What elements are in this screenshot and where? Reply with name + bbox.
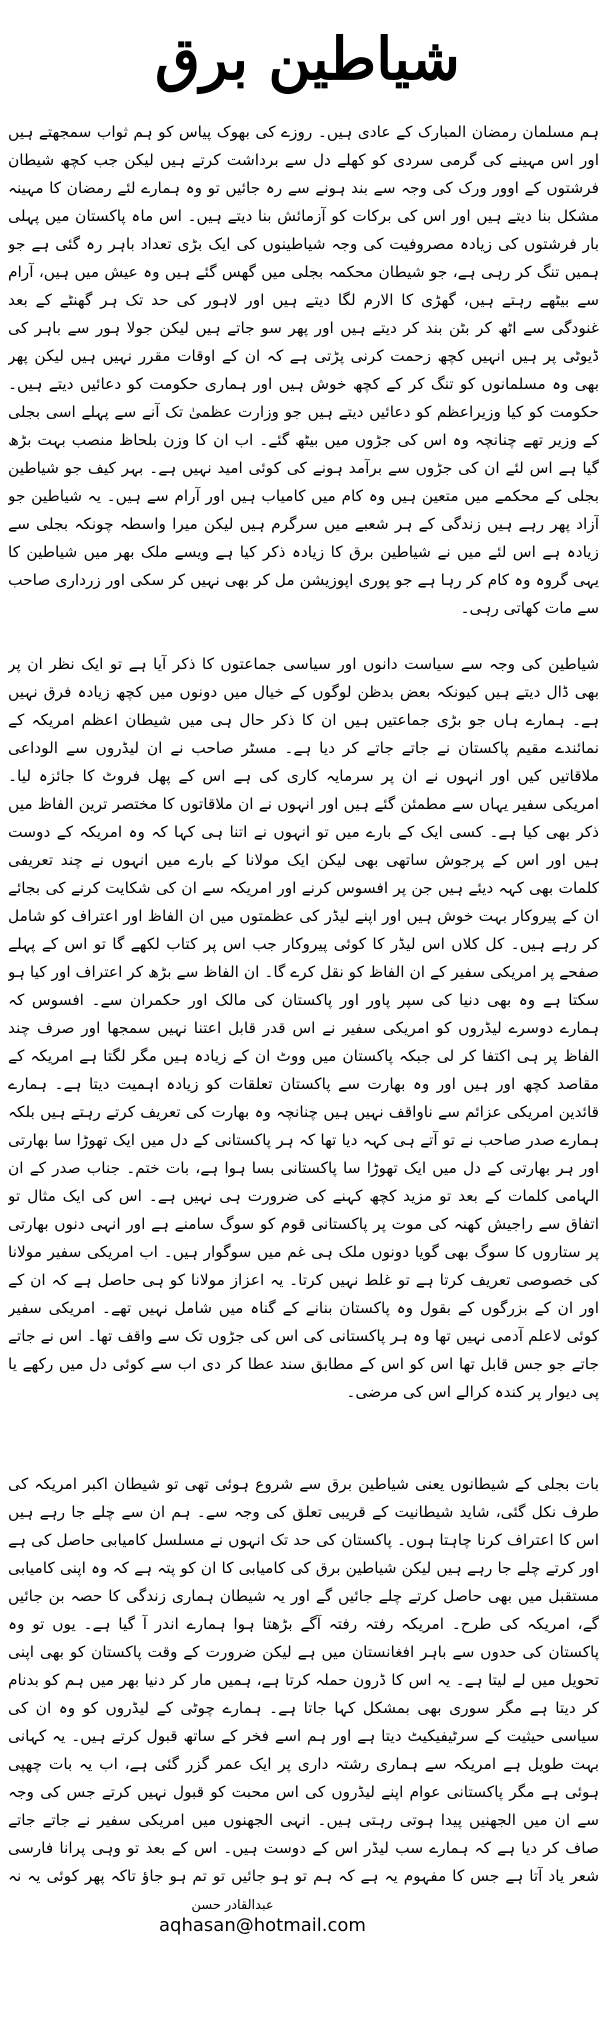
article-body xyxy=(8,118,599,1888)
author-name: عبدالقادر حسن xyxy=(191,1898,274,1913)
author-email: aqhasan@hotmail.com xyxy=(159,1915,366,1936)
paragraph-1: ہم مسلمان رمضان المبارک کے عادی ہیں۔ روزے کی بھوک پیاس کو ہم ثواب سمجھتے ہیں اور اس مہینے کی گرمی سردی کو کھلے دل سے برداشت کرتے ہیں لیکن جب کچھ شیطان فرشتوں کے اوور ورک کی وجہ سے بند ہونے سے رہ جائیں تو وہ ہمارے لئے رمضان کا مہینہ مشکل بنا دیتے ہیں اور اس کی برکات کو آزمائش بنا دیتے ہیں۔ اس ماہ پاکستان میں پہلی بار فرشتوں کی زیادہ مصروفیت کی وجہ شیاطینوں کی ایک بڑی تعداد باہر رہ گئی ہے جو ہمیں تنگ کر رہی ہے، جو شیطان محکمہ بجلی میں گھس گئے ہیں وہ عیش میں ہیں، آرام سے بیٹھے رہتے ہیں، گھڑی کا الارم لگا دیتے ہیں اور لاہور کی حد تک ہر گھنٹے کے بعد غنودگی سے اٹھ کر بٹن بند کر دیتے ہیں اور پھر سو جاتے ہیں لیکن جولا ہور سے باہر کی ڈیوٹی پر ہیں انہیں کچھ زحمت کرنی پڑتی ہے کہ ان کے اوقات مقرر نہیں ہیں لیکن پھر بھی وہ مسلمانوں کو تنگ کر کے کچھ خوش ہیں اور ہماری حکومت کو دعائیں دیتے ہیں۔ حکومت کو کیا وزیراعظم کو دعائیں دیتے ہیں جو وزارت عظمیٰ تک آنے سے پہلے اسی بجلی کے وزیر تھے چنانچہ وہ اس کی جڑوں میں بیٹھ گئے۔ اب ان کا وزن بلحاظ منصب بہت بڑھ گیا ہے اس لئے ان کی جڑوں سے برآمد ہونے کی کوئی امید نہیں ہے۔ بہر کیف جو شیاطین بجلی کے محکمے میں متعین ہیں وہ کام میں کامیاب ہیں اور آرام سے ہیں۔ یہ شیاطین جو آزاد پھر رہے ہیں زندگی کے ہر شعبے میں سرگرم ہیں لیکن میرا واسطہ چونکہ بجلی سے زیادہ ہے اس لئے میں نے شیاطین برق کا زیادہ ذکر کیا ہے ویسے ملک بھر میں شیاطین کا یہی گروہ وہ کام کر رہا ہے جو پوری اپوزیشن مل کر بھی نہیں کر سکی اور زرداری صاحب سے مات کھاتی رہی۔ xyxy=(8,123,599,617)
paragraph-2: شیاطین کی وجہ سے سیاست دانوں اور سیاسی جماعتوں کا ذکر آیا ہے تو ایک نظر ان پر بھی ڈال دیتے ہیں کیونکہ بعض بدظن لوگوں کے خیال میں دونوں میں کچھ زیادہ فرق نہیں ہے۔ ہمارے ہاں جو بڑی جماعتیں ہیں ان کا ذکر حال ہی میں شیطان اعظم امریکہ کے نمائندے مقیم پاکستان نے جاتے جاتے کر دیا ہے۔ مسٹر صاحب نے ان لیڈروں سے الوداعی ملاقاتیں کیں اور انہوں نے ان پر سرمایہ کاری کی ہے اس کے پھل فروٹ کا جائزہ لیا۔ امریکی سفیر یہاں سے مطمئن گئے ہیں اور انہوں نے ان ملاقاتوں کا مختصر ترین الفاظ میں ذکر بھی کیا ہے۔ کسی ایک کے بارے میں تو انہوں نے اتنا ہی کہا کہ وہ امریکہ کے دوست ہیں اور اس کے پرجوش ساتھی بھی لیکن ایک مولانا کے بارے میں انہوں نے چند تعریفی کلمات بھی کہہ دیئے ہیں جن پر افسوس کرنے اور امریکہ سے ان کی شکایت کرنے کی بجائے ان کے پیروکار بہت خوش ہیں اور اپنے لیڈر کی عظمتوں میں ان الفاظ اور اعتراف کو شامل کر رہے ہیں۔ کل کلاں اس لیڈر کا کوئی پیروکار جب اس پر کتاب لکھے گا تو اس کے پہلے صفحے پر امریکی سفیر کے ان الفاظ کو نقل کرے گا۔ ان الفاظ سے بڑھ کر اعتراف اور کیا ہو سکتا ہے وہ بھی دنیا کی سپر پاور اور پاکستان کی مالک اور حکمران سے۔ افسوس کہ ہمارے دوسرے لیڈروں کو امریکی سفیر نے اس قدر قابل اعتنا نہیں سمجھا اور صرف چند الفاظ پر ہی اکتفا کر لی جبکہ پاکستان میں ووٹ ان کے زیادہ ہیں مگر لگتا ہے امریکہ کے مقاصد کچھ اور ہیں اور وہ بھارت سے پاکستان تعلقات کو زیادہ اہمیت دیتا ہے۔ ہمارے قائدین امریکی عزائم سے ناواقف نہیں ہیں چنانچہ وہ بھارت کی تعریف کرتے رہتے ہیں بلکہ ہمارے صدر صاحب نے تو آتے ہی کہہ دیا تھا کہ ہر پاکستانی کے دل میں ایک تھوڑا سا بھارتی اور ہر بھارتی کے دل میں ایک تھوڑا سا پاکستانی بسا ہوا ہے، بات ختم۔ جناب صدر کے ان الہامی کلمات کے بعد تو مزید کچھ کہنے کی ضرورت ہی نہیں ہے۔ اس کی ایک مثال تو اتفاق سے راجیش کھنہ کی موت پر پاکستانی قوم کو سوگ سامنے ہے اور انہی دنوں بھارتی پر ستاروں کا سوگ بھی گویا دونوں ملک ہی غم میں سوگوار ہیں۔ اب امریکی سفیر مولانا کی خصوصی تعریف کرتا ہے تو غلط نہیں کرتا۔ یہ اعزاز مولانا کو ہی حاصل ہے کہ ان کے اور ان کے بزرگوں کے بقول وہ پاکستان بنانے کے گناہ میں شامل نہیں تھے۔ امریکی سفیر کوئی لاعلم آدمی نہیں تھا وہ ہر پاکستانی کی اس کی جڑوں تک سے واقف تھا۔ اس نے جاتے جاتے جو جس قابل تھا اس کو اس کے مطابق سند عطا کر دی اب سے کوئی دل میں رکھے یا پی دیوار پر کندہ کرالے اس کی مرضی۔ xyxy=(8,655,599,1401)
paragraph-3: بات بجلی کے شیطانوں یعنی شیاطین برق سے شروع ہوئی تھی تو شیطان اکبر امریکہ کی طرف نکل گئی، شاید شیطانیت کے قریبی تعلق کی وجہ سے۔ ہم ان سے چلے جا رہے ہیں اس کا اعتراف کرنا چاہتا ہوں۔ پاکستان کی حد تک انہوں نے مسلسل کامیابی حاصل کی ہے اور کرتے چلے جا رہے ہیں لیکن شیاطین برق کی کامیابی کا ان کو پتہ ہے کہ وہ اپنی کامیابی مستقبل میں بھی حاصل کرتے چلے جائیں گے اور یہ شیطان ہماری زندگی کا حصہ بن جائیں گے، امریکہ کی طرح۔ امریکہ رفتہ رفتہ آگے بڑھتا ہوا ہمارے اندر آ گیا ہے۔ یوں تو وہ پاکستان کی حدوں سے باہر افغانستان میں ہے لیکن ضرورت کے وقت پاکستان کو بھی اپنی تحویل میں لے لیتا ہے۔ یہ اس کا ڈرون حملہ کرتا ہے، ہمیں مار کر دنیا بھر میں ہم کو بدنام کر دیتا ہے مگر سوری بھی بمشکل کہا جاتا ہے۔ ہمارے چوٹی کے لیڈروں کو وہ ان کی سیاسی حیثیت کے سرٹیفیکیٹ دیتا ہے اور ہم اسے فخر کے ساتھ قبول کرتے ہیں۔ یہ کہانی بہت طویل ہے امریکہ سے ہماری رشتہ داری پر ایک عمر گزر گئی ہے، اب یہ بات چھپی ہوئی ہے مگر پاکستانی عوام اپنے لیڈروں کی اس محبت کو قبول نہیں کرتے جس کی وجہ سے ان میں الجھنیں پیدا ہوتی رہتی ہیں۔ انہی الجھنوں میں امریکی سفیر نے جاتے جاتے صاف کر دیا ہے کہ ہمارے سب لیڈر اس کے دوست ہیں۔ اس کے بعد تو وہی پرانا فارسی شعر یاد آتا ہے جس کا مفہوم یہ ہے کہ ہم تو ہو جائیں تو تم ہو جاؤ تاکہ پھر کوئی یہ نہ xyxy=(8,1475,599,1885)
column-title: شیاطین برق xyxy=(155,25,460,93)
title-area xyxy=(0,0,615,118)
